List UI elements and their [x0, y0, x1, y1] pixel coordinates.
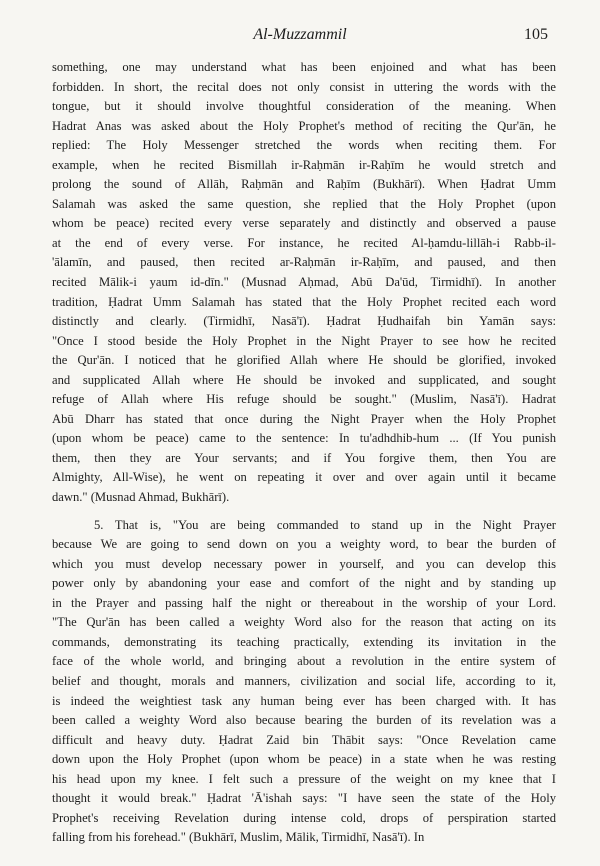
text-line: (upon whom be peace) came to the sentence: In tu'adhdhib-hum ... (If You punish — [52, 431, 556, 446]
text-line: Salamah was asked the same question, she replied that the Holy Prophet (upon — [52, 196, 556, 211]
text-line: face of the whole world, and bringing about a revolution in the entire system of — [52, 654, 556, 669]
running-title: Al-Muzzammil — [253, 26, 347, 43]
text-line: been called a weighty Word also because bearing the burden of its revelation was a — [52, 713, 556, 728]
text-line: tradition, Ḥadrat Umm Salamah has stated that the Holy Prophet recited each word — [52, 294, 556, 309]
text-line: in the Prayer and passing half the night or thereabout in the worship of your Lord. — [52, 595, 556, 610]
text-line: dawn." (Musnad Ahmad, Bukhārī). — [52, 490, 230, 505]
text-line: thought it would break." Ḥadrat 'Ā'ishah says: "I have seen the state of the Holy — [52, 791, 556, 806]
text-line: 5. That is, "You are being commanded to stand up in the Night Prayer — [94, 517, 556, 532]
text-line: his head upon my knee. I felt such a pressure of the weight on my knee that I — [52, 771, 556, 786]
page-header — [0, 26, 600, 48]
text-line: 'ālamīn, and paused, then recited ar-Raḥmān ir-Raḥīm, and paused, and then — [52, 255, 556, 270]
text-line: belief and thought, morals and manners, civilization and social life, according to it, — [52, 673, 556, 688]
text-line: replied: The Holy Messenger stretched the words when reciting them. For — [52, 138, 556, 153]
text-line: because We are going to send down on you a weighty word, to bear the burden of — [52, 537, 556, 552]
text-line: "Once I stood beside the Holy Prophet in the Night Prayer to see how he recited — [52, 333, 556, 348]
text-line: example, when he recited Bismillah ir-Raḥmān ir-Raḥīm he would stretch and — [52, 157, 556, 172]
text-line: Abū Dharr has stated that once during the Night Prayer when the Holy Prophet — [52, 411, 556, 426]
text-line: difficult and heavy duty. Ḥadrat Zaid bin Thābit says: "Once Revelation came — [52, 732, 556, 747]
text-line: them, then they are Your servants; and if You forgive them, then You are — [52, 450, 556, 465]
text-line: commands, demonstrating its teaching practically, extending its invitation in the — [52, 634, 556, 649]
text-line: forbidden. In short, the recital does not only consist in uttering the words with the — [52, 79, 556, 94]
text-line: down upon the Holy Prophet (upon whom be peace) in a state when he was resting — [52, 752, 556, 767]
text-line: Prophet's receiving Revelation during intense cold, drops of perspiration started — [52, 810, 556, 825]
body-text — [52, 58, 556, 848]
text-line: recited Mālik-i yaum id-dīn." (Musnad Aḥmad, Abū Da'ūd, Tirmidhī). In another — [52, 275, 556, 290]
text-line: at the end of every verse. For instance, he recited Al-ḥamdu-lillāh-i Rabb-il- — [52, 235, 556, 250]
text-line: "The Qur'ān has been called a weighty Word also for the reason that acting on its — [52, 615, 556, 630]
text-line: the Qur'ān. I noticed that he glorified Allah where He should be glorified, invoked — [52, 353, 556, 368]
text-line: whom be peace) recited every verse separately and distinctly and observed a pause — [52, 216, 556, 231]
text-line: power only by abandoning your ease and comfort of the night and by standing up — [52, 576, 556, 591]
text-line: and supplicated Allah where He should be invoked and supplicated, and sought — [52, 372, 556, 387]
text-line: prolong the sound of Allāh, Raḥmān and Raḥīm (Bukhārī). When Ḥadrat Umm — [52, 177, 556, 192]
text-line: something, one may understand what has been enjoined and what has been — [52, 60, 556, 74]
text-line: which you must develop necessary power in yourself, and you can develop this — [52, 556, 556, 571]
text-line: tongue, but it should involve thoughtful consideration of the meaning. When — [52, 99, 556, 114]
text-line: Hadrat Anas was asked about the Holy Prophet's method of reciting the Qur'ān, he — [52, 118, 556, 133]
text-line: Almighty, All-Wise), he went on repeating it over and over again until it became — [52, 470, 556, 485]
paragraph-recital — [52, 58, 556, 508]
paragraph-note-5 — [52, 516, 556, 848]
text-line: distinctly and clearly. (Tirmidhī, Nasā'ī). Ḥadrat Ḥudhaifah bin Yamān says: — [52, 314, 556, 329]
text-line: falling from his forehead." (Bukhārī, Muslim, Mālik, Tirmidhī, Nasā'ī). In — [52, 830, 425, 845]
page-number: 105 — [524, 26, 548, 43]
text-line: refuge of Allah where His refuge should be sought." (Muslim, Nasā'ī). Hadrat — [52, 392, 556, 407]
text-line: is indeed the weightiest task any human being ever has been charged with. It has — [52, 693, 556, 708]
